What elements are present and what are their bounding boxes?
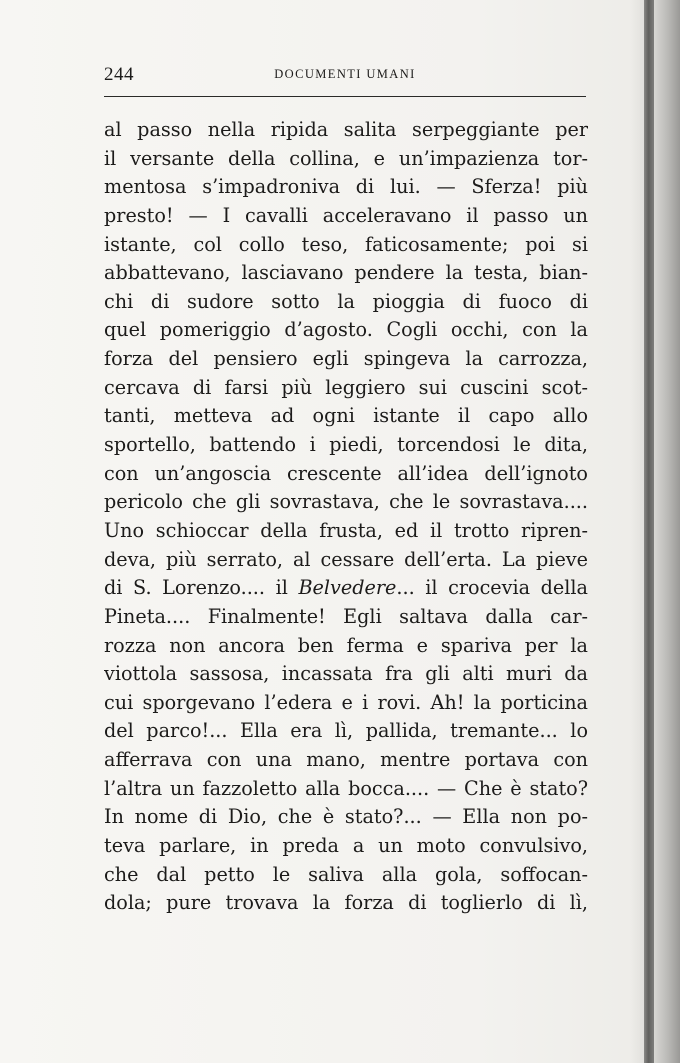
text-line: cui sporgevano l’edera e i rovi. Ah! la porticina xyxy=(104,690,588,714)
text-line: viottola sassosa, incassata fra gli alti muri da xyxy=(104,662,588,686)
text-line: quel pomeriggio d’agosto. Cogli occhi, con la xyxy=(104,318,588,342)
running-head xyxy=(104,64,586,92)
text-line: In nome di Dio, che è stato?... — Ella non po- xyxy=(104,805,588,829)
text-line: con un’angoscia crescente all’idea dell’ignoto xyxy=(104,461,588,485)
text-line: sportello, battendo i piedi, torcendosi le dita, xyxy=(104,433,588,457)
text-line: forza del pensiero egli spingeva la carrozza, xyxy=(104,347,588,371)
italic-word: Belvedere xyxy=(298,576,397,600)
text-line: abbattevano, lasciavano pendere la testa, bian- xyxy=(104,261,588,285)
text-line: cercava di farsi più leggiero sui cuscini scot- xyxy=(104,375,588,399)
text-line: del parco!... Ella era lì, pallida, tremante... lo xyxy=(104,719,588,743)
text-line: chi di sudore sotto la pioggia di fuoco di xyxy=(104,289,588,313)
text-line: l’altra un fazzoletto alla bocca.... — Che è stato? xyxy=(104,776,588,800)
text-segment: di S. Lorenzo.... il xyxy=(104,576,288,600)
text-line: istante, col collo teso, faticosamente; poi si xyxy=(104,232,588,256)
text-line: pericolo che gli sovrastava, che le sovrastava.... xyxy=(104,490,588,514)
text-line: Pineta.... Finalmente! Egli saltava dalla car- xyxy=(104,604,588,628)
text-segment: ... il crocevia della xyxy=(396,576,588,600)
text-line: mentosa s’impadroniva di lui. — Sferza! più xyxy=(104,175,588,199)
text-line: afferrava con una mano, mentre portava con xyxy=(104,748,588,772)
text-line: al passo nella ripida salita serpeggiante per xyxy=(104,118,588,141)
text-line: deva, più serrato, al cessare dell’erta. La pieve xyxy=(104,547,588,571)
body-text xyxy=(104,116,588,918)
header-rule xyxy=(104,96,586,97)
page-number: 244 xyxy=(104,64,134,85)
text-line: tanti, metteva ad ogni istante il capo allo xyxy=(104,404,588,428)
spine-edge xyxy=(644,0,654,1063)
text-line: teva parlare, in preda a un moto convulsivo, xyxy=(104,834,588,858)
text-line-with-italic xyxy=(104,574,588,603)
spine-shadow xyxy=(630,0,680,1063)
text-line: presto! — I cavalli acceleravano il passo un xyxy=(104,203,588,227)
running-title: DOCUMENTI UMANI xyxy=(274,67,416,81)
text-line: Uno schioccar della frusta, ed il trotto ripren- xyxy=(104,518,588,542)
text-line: che dal petto le saliva alla gola, soffocan- xyxy=(104,862,588,886)
text-line: il versante della collina, e un’impazienza tor- xyxy=(104,146,588,170)
text-line: dola; pure trovava la forza di toglierlo di lì, xyxy=(104,891,588,915)
text-line: rozza non ancora ben ferma e spariva per la xyxy=(104,633,588,657)
